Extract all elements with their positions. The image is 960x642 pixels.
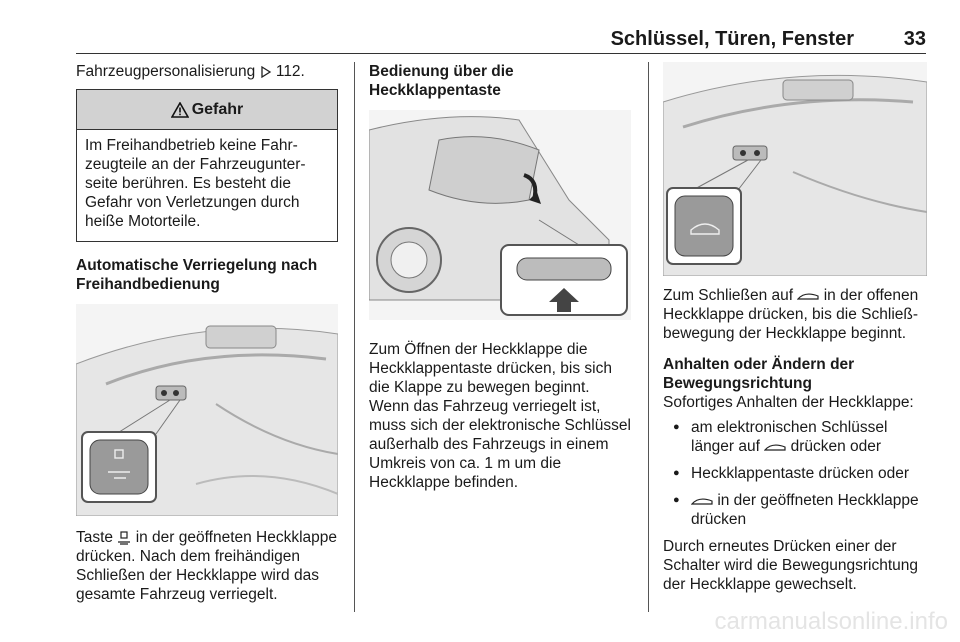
column-divider-1: [354, 62, 355, 612]
tailgate-button-illustration: [369, 110, 631, 320]
column-divider-2: [648, 62, 649, 612]
intro-line: [76, 62, 338, 81]
danger-body: Im Freihandbetrieb keine Fahrzeugteile an der Fahrzeugunterseite berühren. Es besteht die Gefahr von Verletzungen durch heiße Motorteile.: [77, 130, 337, 241]
danger-box: [76, 89, 338, 242]
caption-rest: in der geöffneten Heckklappe drücken. Nach dem freihändigen Schließen der Heckklappe wird das gesamte Fahrzeug verriegelt.: [76, 529, 338, 603]
direction-change-outro: Durch erneutes Drücken einer der Schalter wird die Bewegungsrichtung der Heckklappe gewechselt.: [663, 538, 919, 593]
tailgate-close-icon: [691, 495, 713, 507]
page-number: 33: [903, 28, 926, 50]
page-title: Schlüssel, Türen, Fenster: [610, 28, 854, 50]
close-prefix: Zum Schließen auf: [663, 287, 794, 304]
column-middle: [369, 62, 631, 492]
danger-header: [77, 90, 337, 130]
arrow-reference-icon: [260, 66, 272, 78]
tailgate-button-body: Zum Öffnen der Heckklappe die Heckklappentaste drücken, bis sich die Klappe zu bewegen beginnt. Wenn das Fahrzeug verriegelt ist, muss sich der elektronische Schlüssel außerhalb des Fahrzeugs in einem Umkreis von ca. 1 m um die Heckklappe befinden.: [369, 341, 631, 491]
page-header: [76, 28, 926, 50]
bullet-1-suffix: drücken oder: [790, 438, 882, 455]
column-right: [663, 62, 927, 594]
tailgate-close-icon: [764, 441, 786, 453]
watermark: carmanualsonline.info: [714, 608, 948, 635]
list-item: [673, 418, 927, 456]
close-rest: in der offenen Heckklappe drücken, bis die Schließbewegung der Heckklappe beginnt.: [663, 287, 919, 342]
lock-handsfree-icon: [117, 531, 131, 545]
bullet-2: Heckklappentaste drücken oder: [691, 465, 909, 482]
header-rule: [76, 53, 926, 54]
stop-options-list: [673, 418, 927, 529]
section-heading-stop-change: Anhalten oder Ändern der Bewegungsrichtung: [663, 356, 855, 392]
list-item: [673, 464, 927, 483]
section-heading-auto-lock: Automatische Verriegelung nach Freihandbedienung: [76, 257, 318, 293]
stop-intro: Sofortiges Anhalten der Heckklappe:: [663, 394, 914, 411]
bullet-3-suffix: in der geöffneten Heckklappe drücken: [691, 492, 919, 528]
tailgate-close-icon: [797, 290, 819, 302]
warning-triangle-icon: [171, 102, 189, 118]
list-item: [673, 491, 927, 529]
intro-text: Fahrzeugpersonalisierung: [76, 63, 256, 80]
close-instructions: [663, 286, 927, 343]
bullet-1-prefix: am elektronischen Schlüssel länger auf: [691, 419, 888, 455]
auto-lock-caption: [76, 528, 338, 604]
column-left: [76, 62, 338, 604]
danger-title: Gefahr: [191, 101, 244, 118]
tailgate-close-illustration: [663, 62, 927, 276]
section-heading-tailgate-button: Bedienung über die Heckklappentaste: [369, 63, 514, 99]
intro-ref: 112.: [275, 63, 305, 80]
tailgate-handsfree-lock-illustration: [76, 304, 338, 516]
caption-prefix: Taste: [76, 529, 114, 546]
